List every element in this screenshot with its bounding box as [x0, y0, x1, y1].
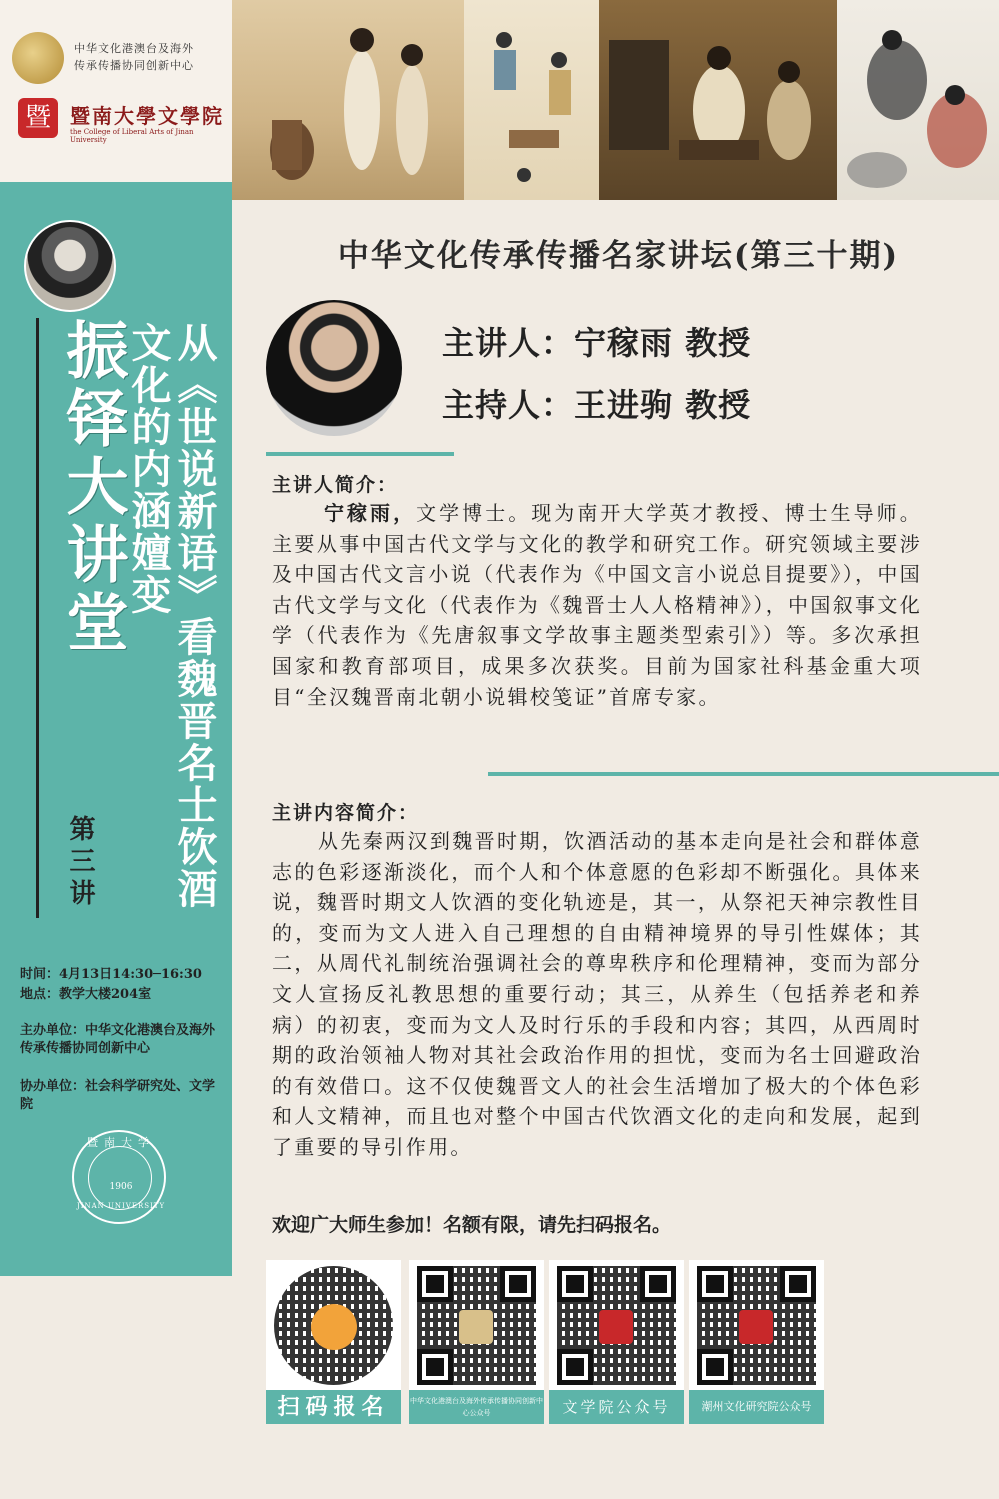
logo-area	[0, 0, 232, 182]
bio-text: 文学博士。现为南开大学英才教授、博士生导师。主要从事中国古代文学与文化的教学和研究工作。研究领域主要涉及中国古代文言小说（代表作为《中国文言小说总目提要》），中国古代文学与文化（代表作为《魏晋士人人格精神》），中国叙事文化学（代表作为《先唐叙事文学故事主题类型索引》）等。多次承担国家和教育部项目，成果多次获奖。目前为国家社科基金重大项目“全汉魏晋南北朝小说辑校笺证”首席专家。	[272, 501, 923, 709]
jnu-seal-inner-ring	[88, 1146, 152, 1210]
qr-register[interactable]	[266, 1260, 401, 1424]
host-line: 主持人：王进驹 教授	[442, 386, 752, 424]
qr-finder-icon	[780, 1266, 816, 1302]
lecture-number: 第三讲	[65, 815, 95, 911]
content-title: 主讲内容简介：	[272, 802, 420, 824]
center-name	[74, 40, 224, 74]
bio-title: 主讲人简介：	[272, 474, 399, 496]
qr-finder-icon	[557, 1266, 593, 1302]
qr-college-account[interactable]	[549, 1260, 684, 1424]
painting-1	[232, 0, 464, 200]
qr-register-caption: 扫码报名	[266, 1390, 401, 1424]
qr-finder-icon	[417, 1266, 453, 1302]
lecture-topic-line-2: 文化的内涵嬗变	[125, 322, 172, 616]
painting-4-figures	[837, 0, 999, 200]
qr-center-caption: 中华文化港澳台及海外传承传播协同创新中心公众号	[409, 1390, 544, 1424]
series-name: 振铎大讲堂	[56, 318, 129, 658]
qr-finder-icon	[500, 1266, 536, 1302]
qr-finder-icon	[417, 1349, 453, 1385]
college-name-en: the College of Liberal Arts of Jinan University	[70, 128, 194, 144]
lecture-topic-line-1: 从《世说新语》看魏晋名士饮酒	[171, 322, 218, 910]
qr-chaozhou-caption: 潮州文化研究院公众号	[689, 1390, 824, 1424]
mini-program-logo-icon	[311, 1304, 357, 1350]
lecture-time: 时间：4月13日14:30─16:30	[20, 967, 202, 982]
jnu-seal	[72, 1130, 166, 1224]
page-title: 中华文化传承传播名家讲坛(第三十期)	[337, 238, 900, 274]
organizer: 主办单位：中华文化港澳台及海外传承传播协同创新中心	[20, 1023, 216, 1056]
painting-3	[599, 0, 837, 200]
painting-2	[464, 0, 599, 200]
jnu-seal-year: 1906	[109, 1182, 133, 1192]
painting-2-figures	[464, 0, 599, 200]
lecture-place: 地点：教学大楼204室	[20, 987, 152, 1002]
jnu-seal-bottom-text: JINAN UNIVERSITY	[76, 1202, 166, 1210]
painting-1-figures	[232, 0, 464, 200]
painting-3-figures	[599, 0, 837, 200]
speaker-line: 主讲人：宁稼雨 教授	[442, 324, 752, 362]
qr-chaozhou-account[interactable]	[689, 1260, 824, 1424]
co-organizer: 协办单位：社会科学研究处、文学院	[20, 1079, 216, 1112]
center-logo-icon	[459, 1310, 493, 1344]
center-logo	[12, 32, 64, 84]
center-name-line-1: 中华文化港澳台及海外	[74, 42, 194, 55]
lecture-summary: 从先秦两汉到魏晋时期，饮酒活动的基本走向是社会和群体意志的色彩逐渐淡化，而个人和个体意愿的色彩却不断强化。具体来说，魏晋时期文人饮酒的变化轨迹是，其一，从祭祀天神宗教性目的，变而为文人进入自己理想的自由精神境界的导引性媒体；其二，从周代礼制统治强调社会的尊卑秩序和伦理精神，变而为部分文人宣扬反礼教思想的重要行动；其三，从养生（包括养老和养病）的初衷，变而为文人及时行乐的手段和内容；其四，从西周时期的政治领袖人物对其社会政治作用的担忧，变而为名士回避政治的有效借口。这不仅使魏晋文人的社会生活增加了极大的个体色彩和人文精神，而且也对整个中国古代饮酒文化的走向和发展，起到了重要的导引作用。	[272, 829, 922, 1159]
sidebar-vertical-rule	[36, 318, 39, 918]
speaker-portrait	[266, 300, 402, 436]
qr-finder-icon	[697, 1266, 733, 1302]
bio-name: 宁稼雨，	[324, 501, 417, 525]
college-seal-icon	[599, 1310, 633, 1344]
center-name-line-2: 传承传播协同创新中心	[74, 59, 194, 72]
college-seal-logo: 暨	[18, 98, 58, 138]
speaker-bio	[272, 498, 922, 712]
header-paintings	[232, 0, 999, 200]
college-name: 暨南大學文學院	[70, 104, 224, 128]
qr-finder-icon	[640, 1266, 676, 1302]
zhenduo-portrait	[24, 220, 116, 312]
qr-finder-icon	[557, 1349, 593, 1385]
divider-long	[488, 772, 999, 776]
qr-center-account[interactable]	[409, 1260, 544, 1424]
chaozhou-logo-icon	[739, 1310, 773, 1344]
divider-short	[266, 452, 454, 456]
jnu-seal-top-text: 暨南大学	[87, 1136, 155, 1149]
qr-finder-icon	[697, 1349, 733, 1385]
welcome-text: 欢迎广大师生参加！名额有限，请先扫码报名。	[272, 1214, 672, 1236]
qr-college-caption: 文学院公众号	[549, 1390, 684, 1424]
painting-4	[837, 0, 999, 200]
